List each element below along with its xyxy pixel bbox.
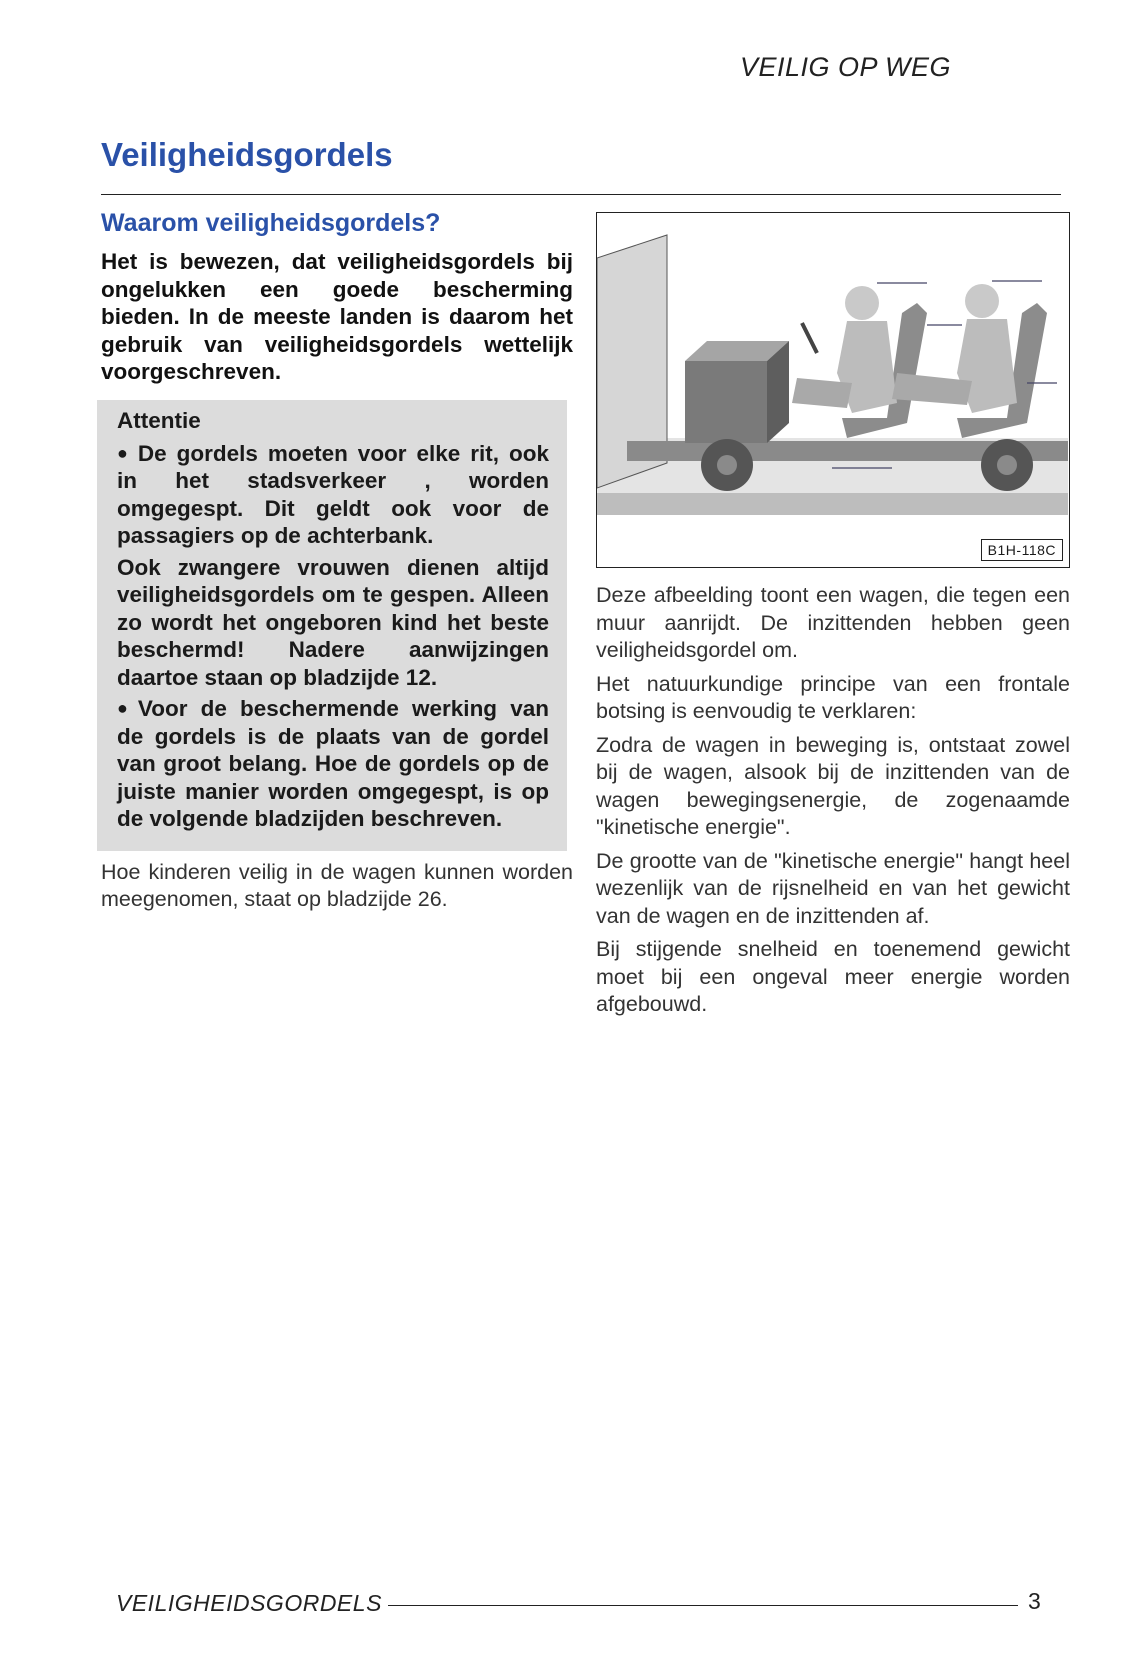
caption-paragraph: Deze afbeelding toont een wagen, die tegen een muur aanrijdt. De inzittenden hebben geen veiligheidsgordel om.	[596, 583, 1070, 662]
crash-illustration	[596, 212, 1070, 568]
running-head: VEILIG OP WEG	[740, 52, 952, 82]
footer-rule	[388, 1605, 1018, 1606]
figure-label: B1H-118C	[981, 539, 1063, 561]
page-title: Veiligheidsgordels	[101, 136, 393, 173]
bullet-icon: ●	[117, 442, 128, 463]
attention-title: Attentie	[117, 407, 201, 433]
left-column	[101, 207, 573, 914]
attention-paragraph: Ook zwangere vrouwen dienen altijd veiligheidsgordels om te gespen. Alleen zo wordt het ongeboren kind het beste beschermd! Nadere aanwijzingen daartoe staan op bladzijde 12.	[117, 554, 549, 690]
body-paragraph: Zodra de wagen in beweging is, ontstaat zowel bij de wagen, alsook bij de inzittenden van de wagen bewegingsenergie, de zogenaamde "kinetische energie".	[596, 732, 1070, 839]
footer-section-label: VEILIGHEIDSGORDELS	[116, 1590, 382, 1616]
title-rule	[101, 194, 1061, 195]
attention-item: ● De gordels moeten voor elke rit, ook in het stadsverkeer , worden omgegespt. Dit geldt ook voor de passagiers op de achterbank.	[117, 440, 549, 548]
page-number: 3	[1028, 1588, 1041, 1614]
intro-paragraph: Het is bewezen, dat veiligheidsgordels bij ongelukken een goede bescherming bieden. In de meeste landen is daarom het gebruik van veiligheidsgordels wettelijk voorgeschreven.	[101, 249, 573, 384]
bullet-icon: ●	[117, 698, 128, 718]
attention-item: ● Voor de beschermende werking van de gordels is de plaats van de gordel van groot belang. Hoe de gordels op de juiste manier worden omgegespt, is op de volgende bladzijden beschreven.	[117, 696, 549, 831]
children-note: Hoe kinderen veilig in de wagen kunnen worden meegenomen, staat op bladzijde 26.	[101, 859, 573, 911]
right-column	[596, 212, 1070, 1025]
body-paragraph: De grootte van de "kinetische energie" hangt heel wezenlijk van de rijsnelheid en van het gewicht van de wagen en de inzittenden af.	[596, 848, 1070, 928]
body-paragraph: Het natuurkundige principe van een frontale botsing is eenvoudig te verklaren:	[596, 671, 1070, 723]
section-subtitle: Waarom veiligheidsgordels?	[101, 209, 441, 237]
car-crash-drawing	[597, 213, 1068, 566]
attention-box	[97, 400, 567, 851]
body-paragraph: Bij stijgende snelheid en toenemend gewicht moet bij een ongeval meer energie worden afgebouwd.	[596, 937, 1070, 1016]
